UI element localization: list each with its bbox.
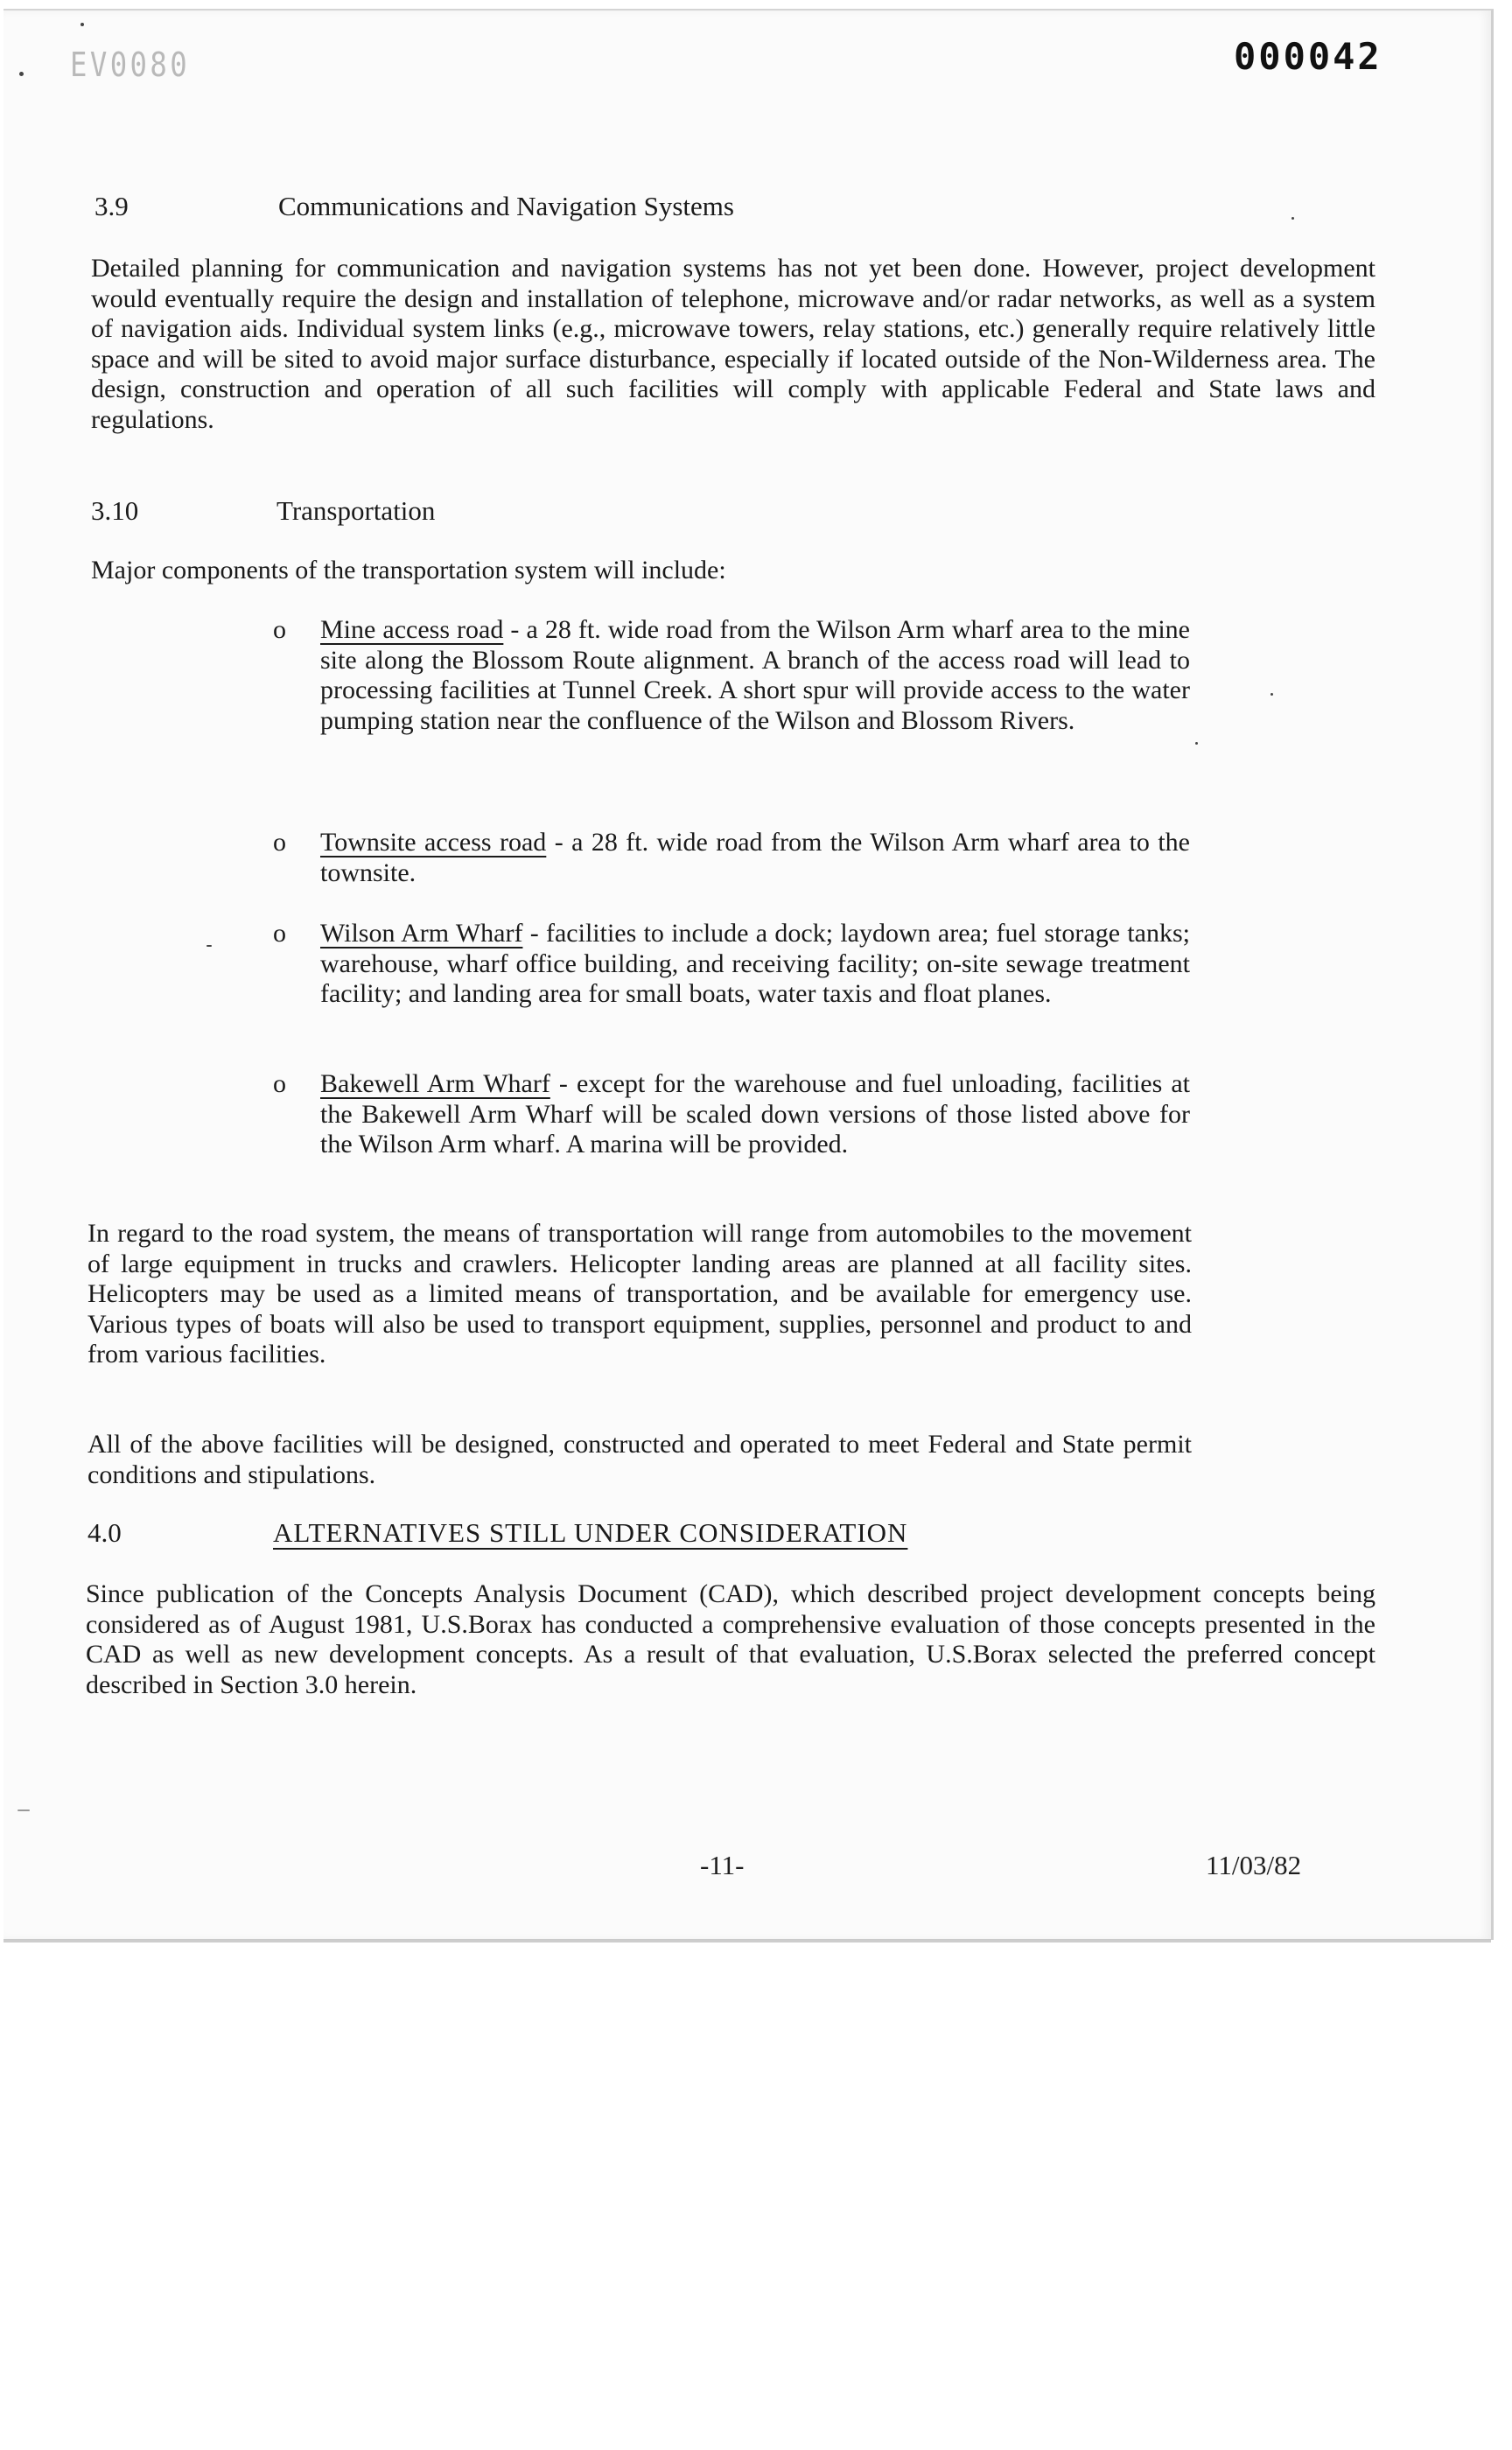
section-4-0-paragraph: Since publication of the Concepts Analysis Document (CAD), which described project development concepts being considered as of August 1981, U.S.Borax has conducted a comprehensive evaluation of those concepts presented in the CAD as well as new development concepts. As a result of that evaluation, U.S.Borax selected the preferred concept described in Section 3.0 herein. <box>86 1579 1376 1699</box>
bullet-mark: o <box>273 828 286 857</box>
bullet-item-bakewell-arm-wharf <box>320 1069 1190 1160</box>
bullet-mark: o <box>273 1069 286 1098</box>
footer-date: 11/03/82 <box>1206 1850 1302 1880</box>
scan-speck <box>80 23 84 26</box>
section-3-9-paragraph: Detailed planning for communication and navigation systems has not yet been done. However, project development would eventually require the design and installation of telephone, microwave and/or radar networks, as well as a system of navigation aids. Individual system links (e.g., microwave towers, relay stations, etc.) generally require relatively little space and will be sited to avoid major surface disturbance, especially if located outside of the Non-Wilderness area. The design, construction and operation of all such facilities will comply with applicable Federal and State laws and regulations. <box>91 254 1376 434</box>
scan-speck <box>206 945 212 947</box>
bullet-term: Townsite access road <box>320 828 547 857</box>
page-number: -11- <box>700 1850 745 1880</box>
section-3-10-intro: Major components of the transportation system will include: <box>91 556 726 584</box>
bullet-item-mine-access-road <box>320 615 1190 736</box>
section-title: ALTERNATIVES STILL UNDER CONSIDERATION <box>273 1517 908 1548</box>
bullet-mark: o <box>273 919 286 948</box>
section-title: Transportation <box>276 495 436 526</box>
faded-stamp: EV0080 <box>70 46 191 84</box>
section-3-10-paragraph-3: All of the above facilities will be designed, constructed and operated to meet Federal and State permit conditions and stipulations. <box>88 1430 1192 1489</box>
bullet-term: Wilson Arm Wharf <box>320 919 523 948</box>
bullet-description: - facilities to include a dock; laydown area; fuel storage tanks; warehouse, wharf office building, and receiving facility; on-site sewage treatment facility; and landing area for small boats, water taxis and float planes. <box>320 919 1190 1008</box>
bullet-description: - a 28 ft. wide road from the Wilson Arm wharf area to the mine site along the Blossom Route alignment. A branch of the access road will lead to processing facilities at Tunnel Creek. A short spur will provide access to the water pumping station near the confluence of the Wilson and Blossom Rivers. <box>320 615 1190 735</box>
section-number: 4.0 <box>88 1517 122 1548</box>
section-3-10-paragraph-2: In regard to the road system, the means of transportation will range from automobiles to the movement of large equipment in trucks and crawlers. Helicopter landing areas are planned at all facility sites. Helicopters may be used as a limited means of transportation, and be available for emergency use. Various types of boats will also be used to transport equipment, supplies, personnel and product to and from various facilities. <box>88 1219 1192 1368</box>
section-number: 3.9 <box>94 191 129 221</box>
section-title: Communications and Navigation Systems <box>278 191 734 221</box>
scan-speck <box>1292 217 1294 220</box>
bullet-description: - a 28 ft. wide road from the Wilson Arm wharf area to the townsite. <box>320 828 1190 887</box>
bullet-term: Mine access road <box>320 615 504 644</box>
scan-speck <box>19 72 24 76</box>
bullet-item-townsite-access-road <box>320 828 1190 888</box>
bullet-description: - except for the warehouse and fuel unloading, facilities at the Bakewell Arm Wharf will be scaled down versions of those listed above for the Wilson Arm wharf. A marina will be provided. <box>320 1069 1190 1158</box>
section-number: 3.10 <box>91 495 139 526</box>
scan-speck <box>18 1810 30 1811</box>
scan-speck <box>1270 693 1273 696</box>
bullet-item-wilson-arm-wharf <box>320 919 1190 1010</box>
bullet-term: Bakewell Arm Wharf <box>320 1069 550 1098</box>
bullet-mark: o <box>273 615 286 644</box>
scan-speck <box>1195 742 1198 745</box>
document-number: 000042 <box>1234 35 1382 78</box>
